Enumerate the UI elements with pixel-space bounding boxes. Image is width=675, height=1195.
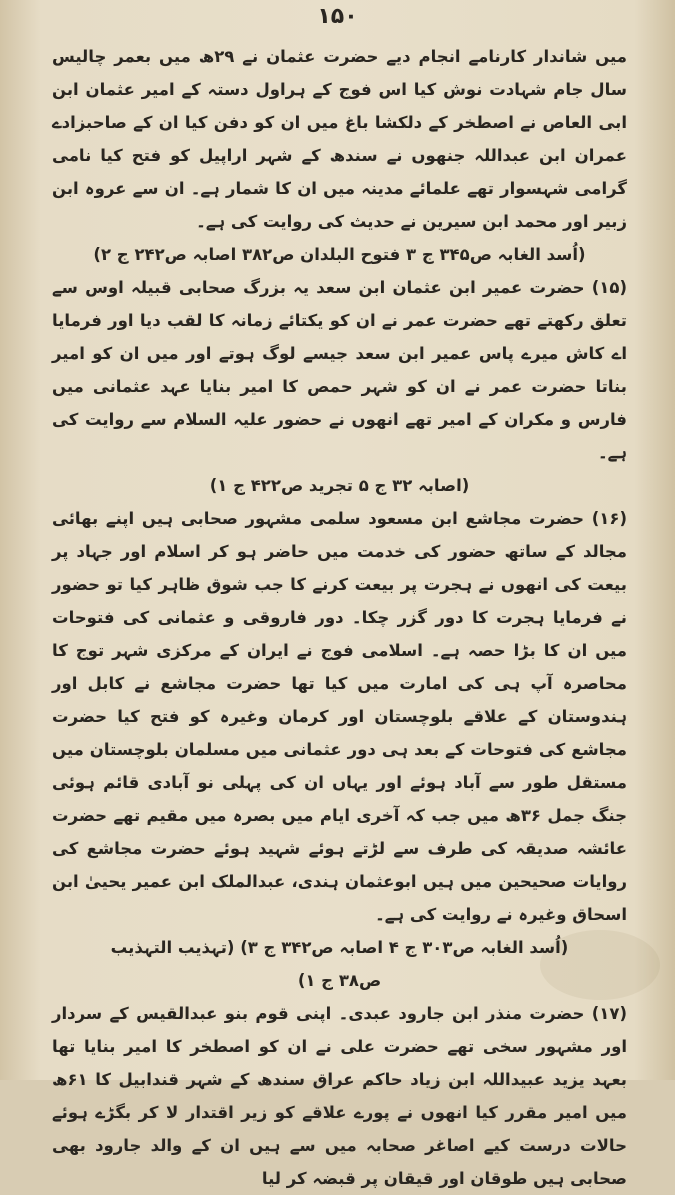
paragraph: (۱۶) حضرت مجاشع ابن مسعود سلمی مشہور صحابی ہیں اپنے بھائی مجالد کے ساتھ حضور کی خدمت میں حاضر ہو کر اسلام اور جہاد پر بیعت کی انھوں نے ہجرت پر بیعت کرنے کا جب شوق ظاہر کیا تو حضور نے فرمایا ہجرت کا دور گزر چکا۔ دور فاروقی و عثمانی کی فتوحات میں ان کا بڑا حصہ ہے۔ اسلامی فوج نے ایران کے مرکزی شہر توج کا محاصرہ آپ ہی کی امارت میں کیا تھا حضرت مجاشع نے کابل اور ہندوستان کے علاقے بلوچستان اور کرمان وغیرہ کو فتح کیا حضرت مجاشع کی فتوحات کے بعد ہی دور عثمانی میں مسلمان بلوچستان میں مستقل طور سے آباد ہوئے اور یہاں ان کی پہلی نو آبادی قائم ہوئی جنگ جمل ۳۶ھ میں جب کہ آخری ایام میں بصرہ میں مقیم تھے حضرت عائشہ صدیقہ کی طرف سے لڑتے ہوئے شہید ہوئے حضرت مجاشع کی روایات صحیحین میں ہیں ابوعثمان ہندی، عبدالملک ابن عمیر یحییٰ ابن اسحاق وغیرہ نے روایت کی ہے۔ [52,509,627,924]
page-text [52,40,627,1195]
page-number: ۱۵۰ [317,4,358,29]
citation: (اُسد الغابہ ص۳۰۳ ج ۴ اصابہ ص۳۴۲ ج ۳) (تہذیب التہذیب ص۳۸ ج ۱) [110,938,569,990]
paragraph: میں شاندار کارنامے انجام دیے حضرت عثمان نے ۲۹ھ میں بعمر چالیس سال جام شہادت نوش کیا اس فوج کے ہراول دستہ کے امیر عثمان ابن ابی العاص نے اصطخر کے دلکشا باغ میں ان کو دفن کیا ان کے صاحبزادے عمران ابن عبداللہ جنھوں نے سندھ کے شہر اراپیل کو فتح کیا نامی گرامی شہسوار تھے علمائے مدینہ میں ان کا شمار ہے۔ ان سے عروہ ابن زبیر اور محمد ابن سیرین نے حدیث کی روایت کی ہے۔ [52,47,627,231]
paragraph: (۱۵) حضرت عمیر ابن عثمان ابن سعد یہ بزرگ صحابی قبیلہ اوس سے تعلق رکھتے تھے حضرت عمر نے ان کو یکتائے زمانہ کا لقب دیا اور فرمایا اے کاش میرے پاس عمیر ابن سعد جیسے لوگ ہوتے اور میں ان کو امیر بناتا حضرت عمر نے ان کو شہر حمص کا امیر بنایا عہد عثمانی میں فارس و مکران کے امیر تھے انھوں نے حضور علیہ السلام سے روایت کی ہے۔ [52,278,627,462]
paragraph: (۱۷) حضرت منذر ابن جارود عبدی۔ اپنی قوم بنو عبدالقیس کے سردار اور مشہور سخی تھے حضرت علی نے ان کو اصطخر کا امیر بنایا تھا بعہد یزید عبیداللہ ابن زیاد حاکم عراق سندھ کے شہر قندابیل کا ۶۱ھ میں امیر مقرر کیا انھوں نے پورے علاقے کو زیر اقتدار لا کر بگڑے ہوئے حالات درست کیے اصاغر صحابہ میں سے ہیں ان کے والد جارود بھی صحابی ہیں طوقان اور قیقان پر قبضہ کر لیا [52,1004,627,1188]
citation: (اُسد الغابہ ص۳۴۵ ج ۳ فتوح البلدان ص۳۸۲ اصابہ ص۲۴۲ ج ۲) [93,245,586,264]
citation: (اصابہ ۳۲ ج ۵ تجرید ص۴۲۲ ج ۱) [209,476,470,495]
